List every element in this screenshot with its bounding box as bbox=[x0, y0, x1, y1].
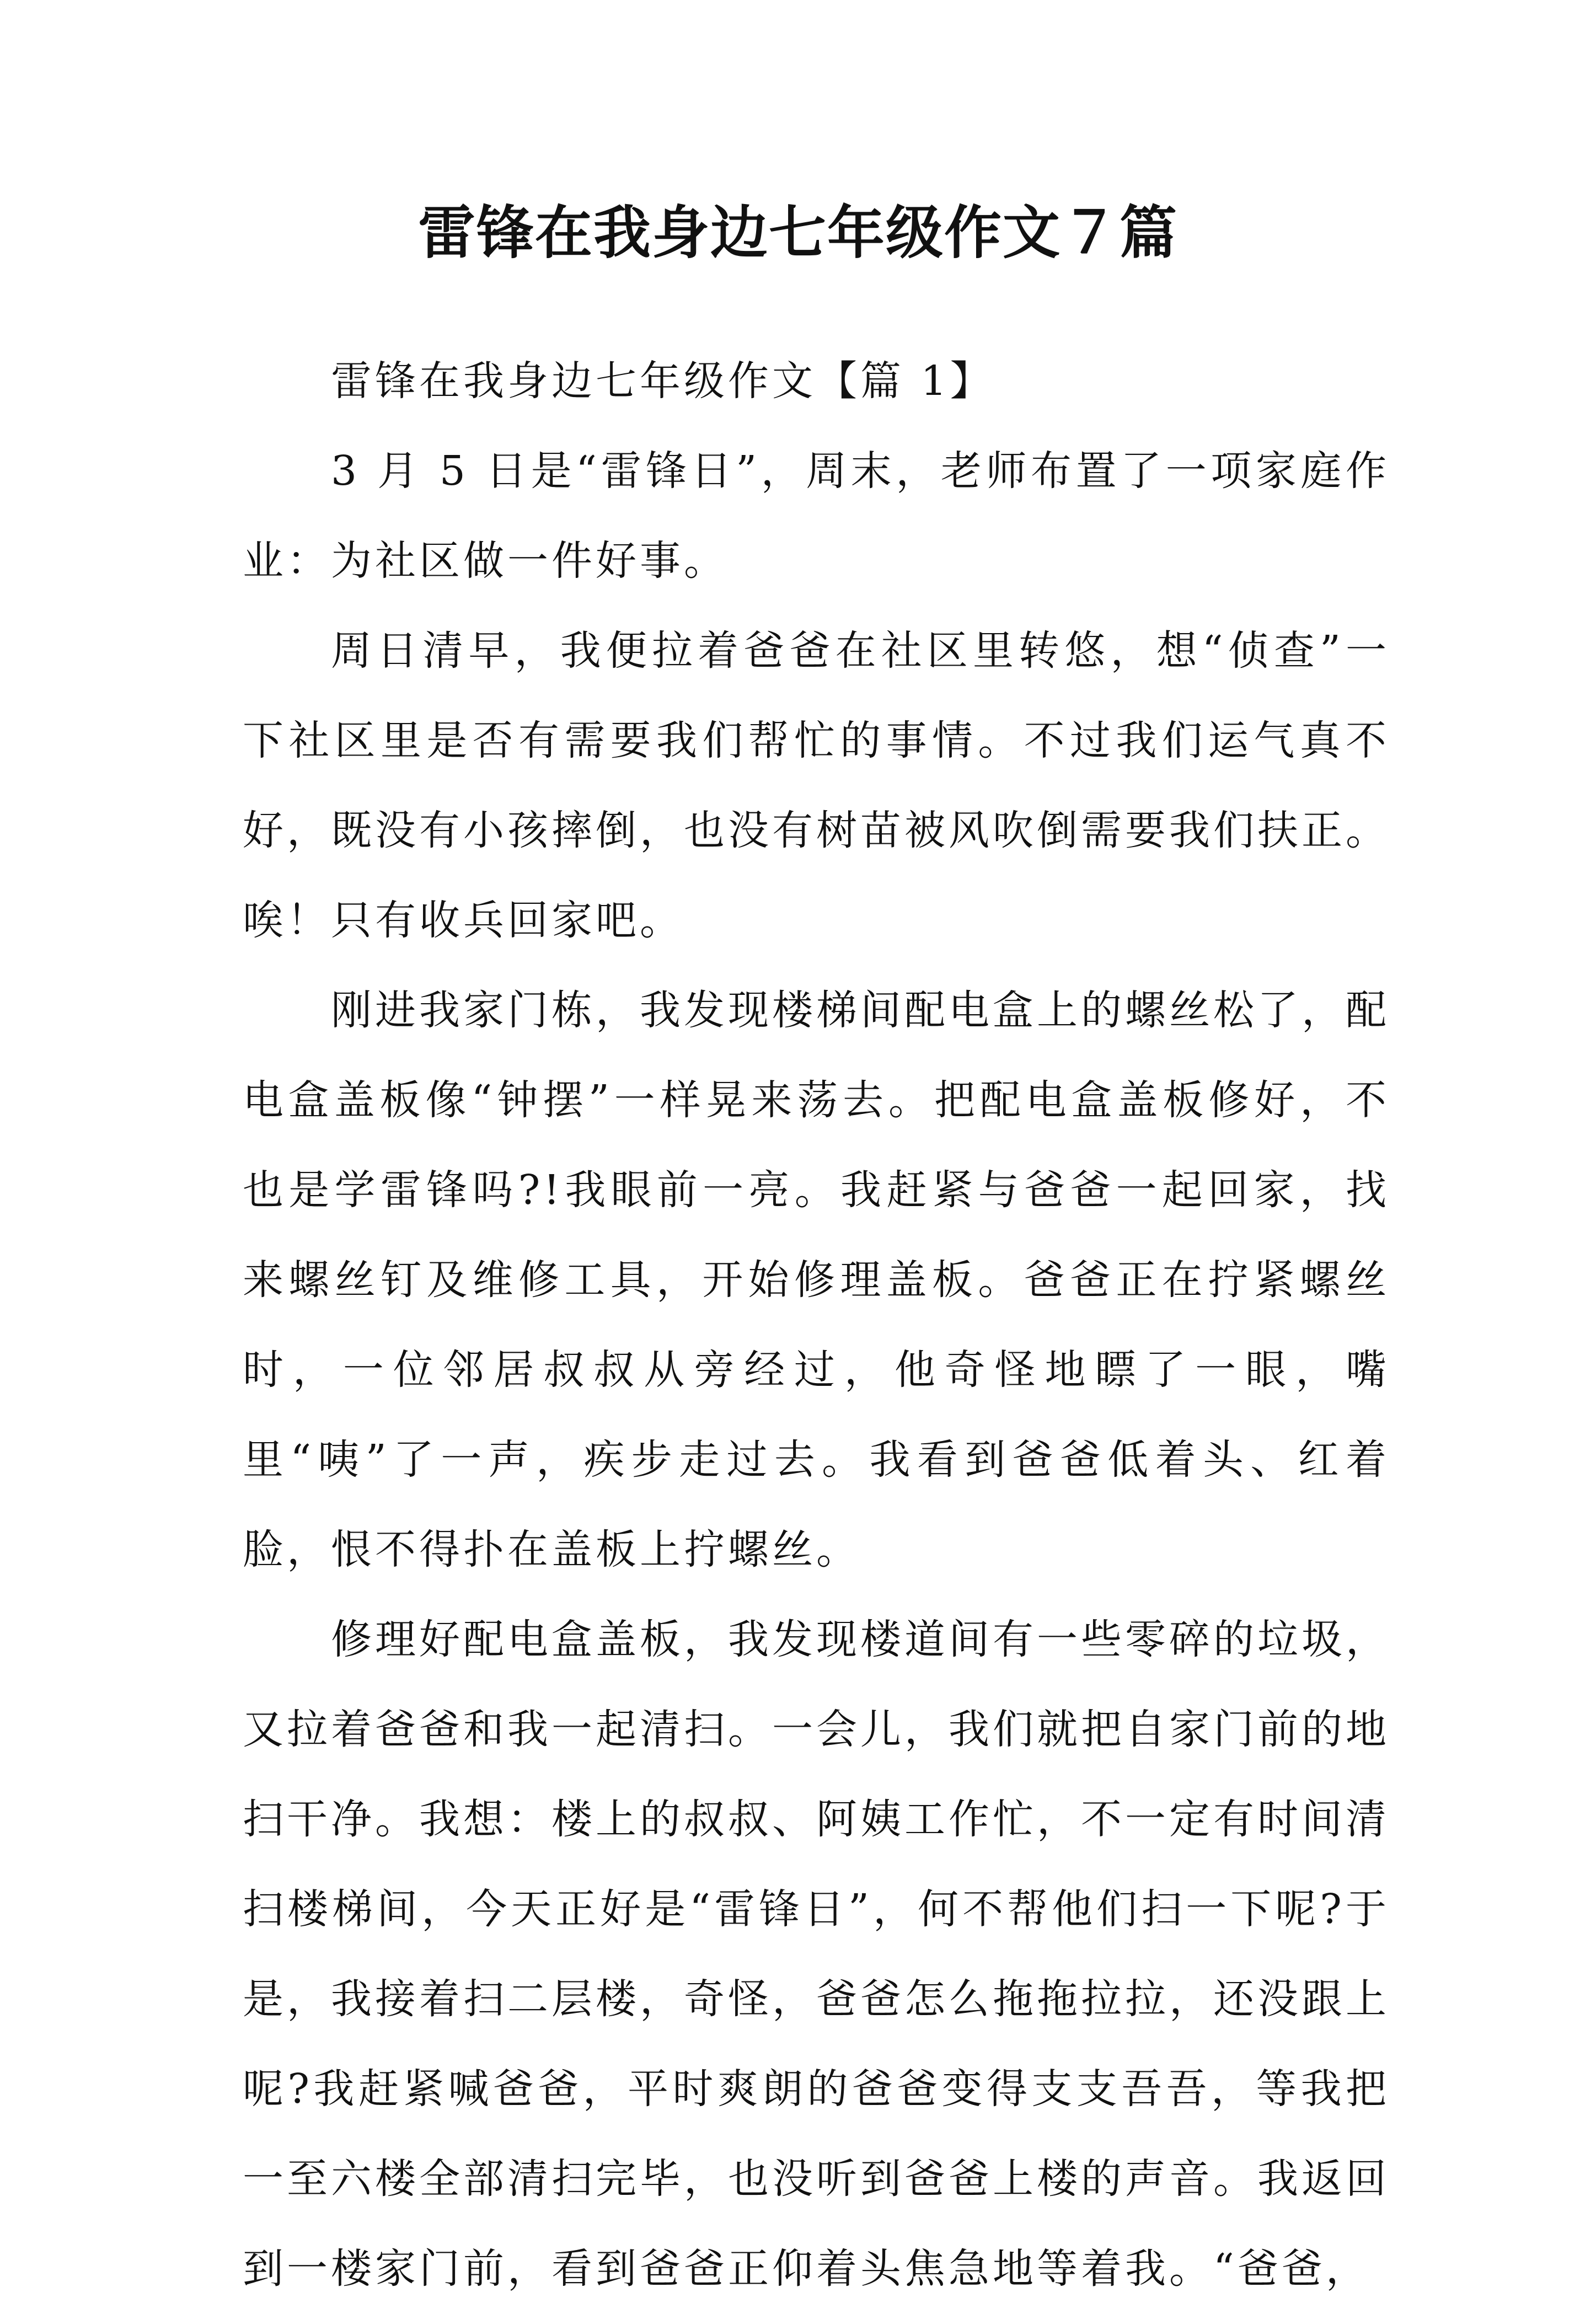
document-title: 雷锋在我身边七年级作文７篇 bbox=[417, 199, 1178, 266]
section-heading: 雷锋在我身边七年级作文【篇 1】 bbox=[331, 357, 994, 405]
paragraph: 修理好配电盒盖板，我发现楼道间有一些零碎的垃圾，又拉着爸爸和我一起清扫。一会儿，我们就把自家门前的地扫干净。我想：楼上的叔叔、阿姨工作忙，不一定有时间清扫楼梯间，今天正好是“雷锋日”，何不帮他们扫一下呢?于是，我接着扫二层楼，奇怪，爸爸怎么拖拖拉拉，还没跟上呢?我赶紧喊爸爸，平时爽朗的爸爸变得支支吾吾，等我把一至六楼全部清扫完毕，也没听到爸爸上楼的声音。我返回到一楼家门前，看到爸爸正仰着头焦急地等着我。“爸爸， bbox=[243, 1616, 1390, 2292]
document-body bbox=[243, 336, 1390, 2314]
paragraph: 刚进我家门栋，我发现楼梯间配电盒上的螺丝松了，配电盒盖板像“钟摆”一样晃来荡去。把配电盒盖板修好，不也是学雷锋吗?!我眼前一亮。我赶紧与爸爸一起回家，找来螺丝钉及维修工具，开始修理盖板。爸爸正在拧紧螺丝时，一位邻居叔叔从旁经过，他奇怪地瞟了一眼，嘴里“咦”了一声，疾步走过去。我看到爸爸低着头、红着脸，恨不得扑在盖板上拧螺丝。 bbox=[243, 987, 1390, 1573]
paragraph: 周日清早，我便拉着爸爸在社区里转悠，想“侦查”一下社区里是否有需要我们帮忙的事情。不过我们运气真不好，既没有小孩摔倒，也没有树苗被风吹倒需要我们扶正。唉！只有收兵回家吧。 bbox=[243, 627, 1390, 944]
paragraph: 3 月 5 日是“雷锋日”，周末，老师布置了一项家庭作业：为社区做一件好事。 bbox=[243, 447, 1390, 585]
